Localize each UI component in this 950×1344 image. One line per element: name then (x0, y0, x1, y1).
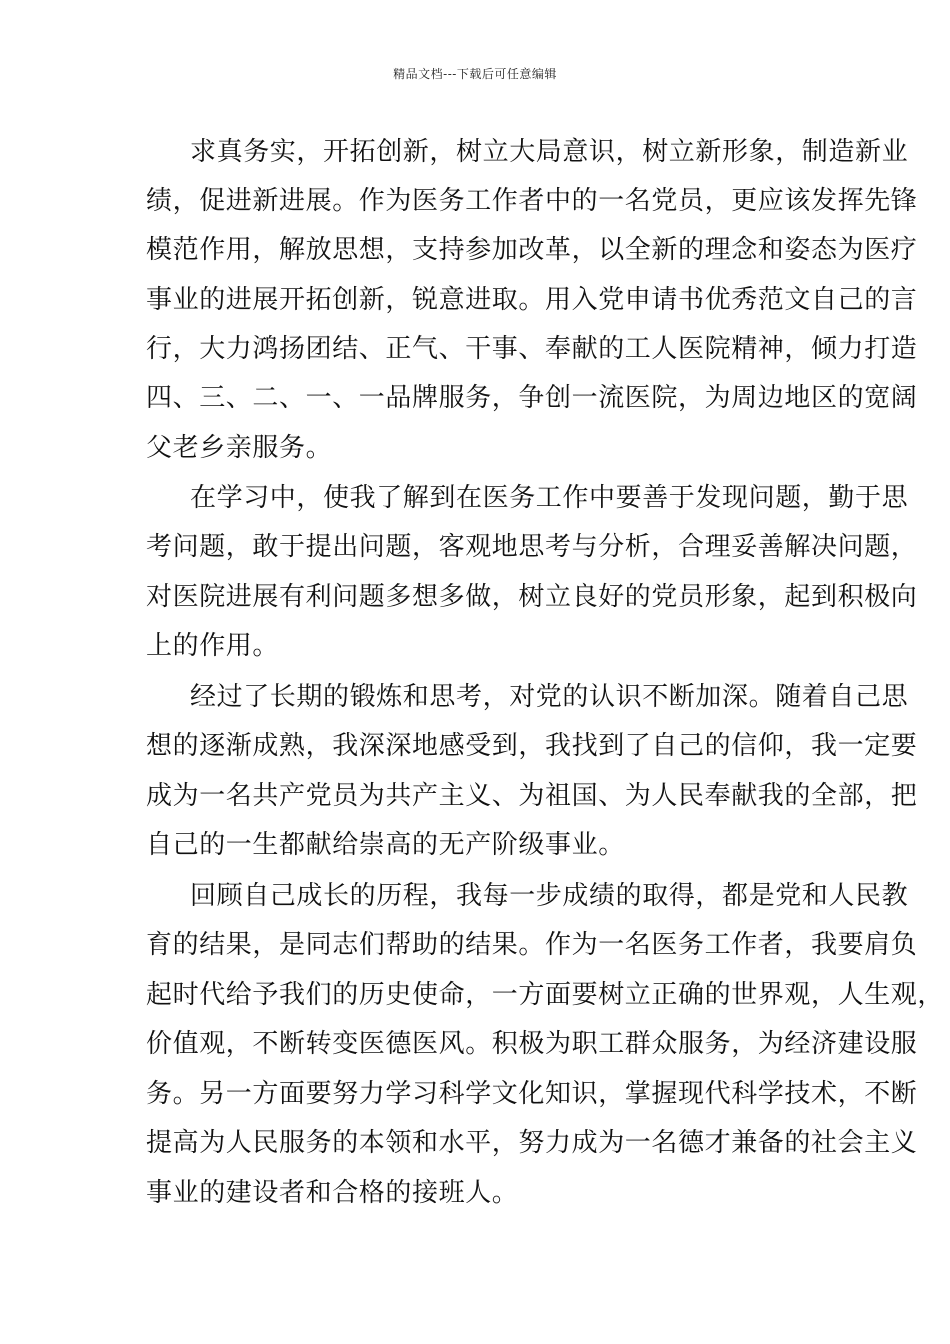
paragraph-1-line-2: 绩，促进新进展。作为医务工作者中的一名党员，更应该发挥先锋 (146, 186, 918, 216)
paragraph-2-line-2: 考问题，敢于提出问题，客观地思考与分析，合理妥善解决问题， (146, 532, 918, 562)
paragraph-1-line-5: 行，大力鸿扬团结、正气、干事、奉献的工人医院精神，倾力打造 (146, 334, 918, 364)
paragraph-2-line-1: 在学习中，使我了解到在医务工作中要善于发现问题，勤于思 (190, 483, 909, 513)
paragraph-4-line-3: 起时代给予我们的历史使命，一方面要树立正确的世界观，人生观， (146, 980, 945, 1010)
paragraph-3-line-2: 想的逐渐成熟，我深深地感受到，我找到了自己的信仰，我一定要 (146, 731, 918, 761)
paragraph-3-line-4: 自己的一生都献给崇高的无产阶级事业。 (146, 830, 625, 860)
paragraph-4-line-5: 务。另一方面要努力学习科学文化知识，掌握现代科学技术，不断 (146, 1079, 918, 1109)
paragraph-1-line-6: 四、三、二、一、一品牌服务，争创一流医院，为周边地区的宽阔 (146, 383, 918, 413)
paragraph-2-line-4: 上的作用。 (146, 631, 280, 661)
paragraph-1-line-7: 父老乡亲服务。 (146, 433, 333, 463)
paragraph-3-line-1: 经过了长期的锻炼和思考，对党的认识不断加深。随着自己思 (190, 682, 909, 712)
paragraph-4-line-4: 价值观，不断转变医德医风。积极为职工群众服务，为经济建设服 (146, 1029, 918, 1059)
paragraph-1-line-3: 模范作用，解放思想，支持参加改革，以全新的理念和姿态为医疗 (146, 235, 918, 265)
paragraph-1-line-4: 事业的进展开拓创新，锐意进取。用入党申请书优秀范文自己的言 (146, 285, 918, 315)
paragraph-4-line-1: 回顾自己成长的历程，我每一步成绩的取得，都是党和人民教 (190, 881, 909, 911)
page-header: 精品文档---下载后可任意编辑 (393, 67, 557, 81)
paragraph-2-line-3: 对医院进展有利问题多想多做，树立良好的党员形象，起到积极向 (146, 582, 918, 612)
paragraph-3-line-3: 成为一名共产党员为共产主义、为祖国、为人民奉献我的全部，把 (146, 781, 918, 811)
paragraph-4-line-2: 育的结果，是同志们帮助的结果。作为一名医务工作者，我要肩负 (146, 930, 918, 960)
paragraph-1-line-1: 求真务实，开拓创新，树立大局意识，树立新形象，制造新业 (190, 137, 909, 167)
paragraph-4-line-6: 提高为人民服务的本领和水平，努力成为一名德才兼备的社会主义 (146, 1128, 918, 1158)
paragraph-4-line-7: 事业的建设者和合格的接班人。 (146, 1178, 519, 1208)
